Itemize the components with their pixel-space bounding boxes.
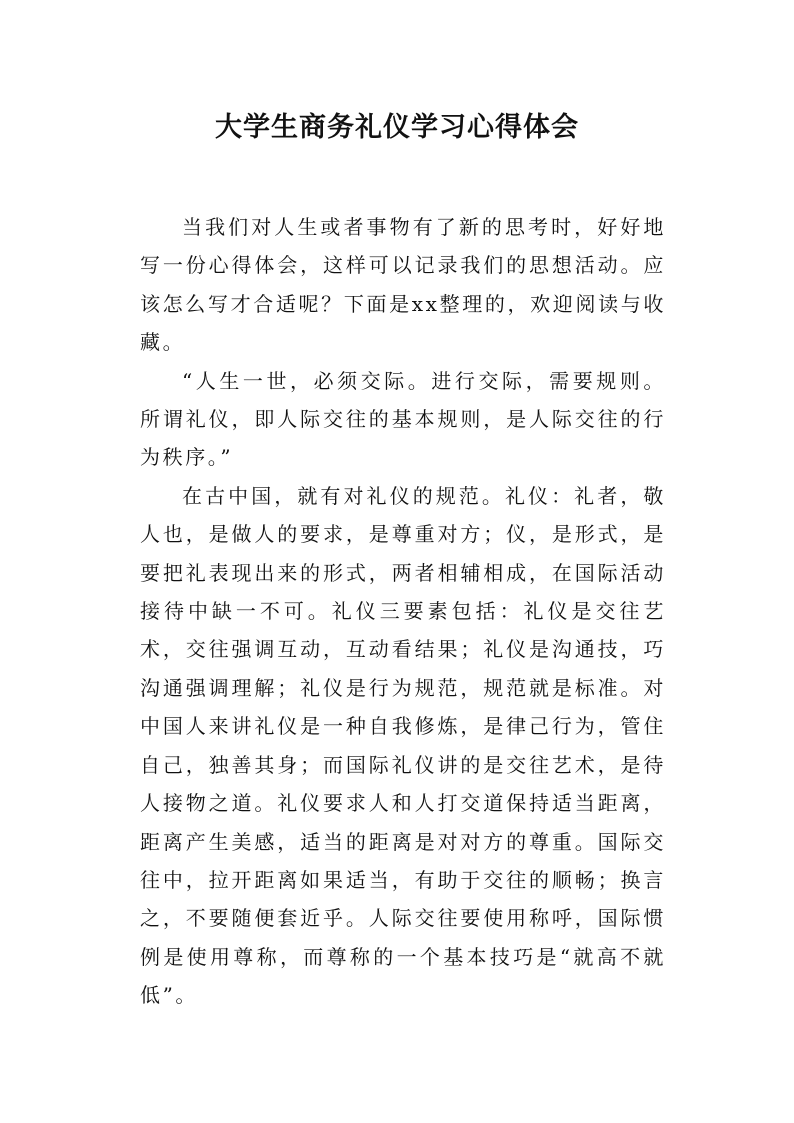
paragraph-etiquette: 在古中国，就有对礼仪的规范。礼仪：礼者，敬人也，是做人的要求，是尊重对方；仪，是形式，是要把礼表现出来的形式，两者相辅相成，在国际活动接待中缺一不可。礼仪三要素包括：礼仪是交往艺术，交往强调互动，互动看结果；礼仪是沟通技，巧沟通强调理解；礼仪是行为规范，规范就是标准。对中国人来讲礼仪是一种自我修炼，是律己行为，管住自己，独善其身；而国际礼仪讲的是交往艺术，是待人接物之道。礼仪要求人和人打交道保持适当距离，距离产生美感，适当的距离是对对方的尊重。国际交往中，拉开距离如果适当，有助于交往的顺畅；换言之，不要随便套近乎。人际交往要使用称呼，国际惯例是使用尊称，而尊称的一个基本技巧是“就高不就低”。 [140, 483, 666, 1008]
document-title: 大学生商务礼仪学习心得体会 [215, 112, 579, 143]
paragraph-intro: 当我们对人生或者事物有了新的思考时，好好地写一份心得体会，这样可以记录我们的思想活动。应该怎么写才合适呢？下面是xx整理的，欢迎阅读与收藏。 [140, 215, 666, 355]
document-body [140, 208, 666, 1015]
paragraph-quote: “人生一世，必须交际。进行交际，需要规则。所谓礼仪，即人际交往的基本规则，是人际交往的行为秩序。” [140, 368, 666, 470]
